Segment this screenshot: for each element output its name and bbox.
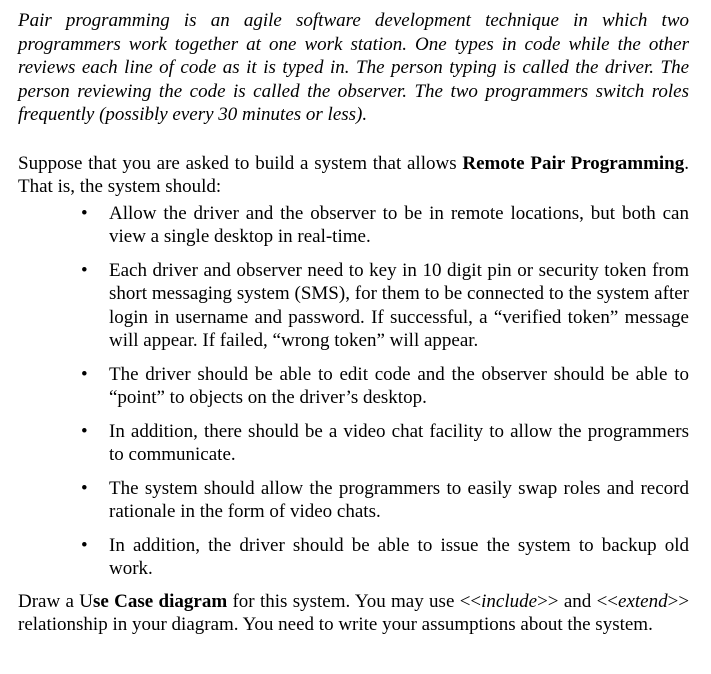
bullet-icon: • (81, 477, 88, 499)
list-item (81, 202, 689, 249)
closing-bold: se Case diagram (93, 590, 228, 612)
requirement-text: In addition, there should be a video chat facility to allow the programmers to communicate. (109, 420, 689, 465)
closing-part-4: >> relationship in your diagram. You need to write your assumptions about the system. (18, 590, 690, 635)
requirement-text: The system should allow the programmers to easily swap roles and record rationale in the form of video chats. (109, 477, 689, 522)
intro-paragraph: Pair programming is an agile software development technique in which two programmers work together at one work station. One types in code while the other reviews each line of code as it is typed in. The person typing is called the driver. The person reviewing the code is called the observer. The two programmers switch roles frequently (possibly every 30 minutes or less). (18, 10, 689, 125)
requirement-text: The driver should be able to edit code and the observer should be able to “point” to objects on the driver’s desktop. (109, 363, 689, 408)
bullet-icon: • (81, 363, 88, 385)
task-highlight: Remote Pair Programming (462, 152, 685, 174)
requirement-text: Allow the driver and the observer to be in remote locations, but both can view a single desktop in real-time. (109, 202, 689, 247)
bullet-icon: • (81, 259, 88, 281)
list-item (81, 477, 689, 524)
requirements-list (18, 202, 689, 581)
task-tail: . That is, the system should: (18, 152, 689, 197)
list-item (81, 534, 689, 581)
task-paragraph (18, 152, 689, 199)
closing-part-1: Draw a U (18, 590, 94, 612)
closing-paragraph (18, 590, 689, 637)
closing-part-2: for this system. You may use << (227, 590, 482, 612)
extend-keyword: extend (618, 590, 668, 612)
document-body (18, 9, 689, 637)
list-item (81, 363, 689, 410)
list-item (81, 420, 689, 467)
task-lead: Suppose that you are asked to build a system that allows (18, 152, 463, 174)
closing-part-3: >> and << (537, 590, 619, 612)
bullet-icon: • (81, 534, 88, 556)
include-keyword: include (481, 590, 538, 612)
bullet-icon: • (81, 420, 88, 442)
list-item (81, 259, 689, 353)
bullet-icon: • (81, 202, 88, 224)
requirement-text: Each driver and observer need to key in 10 digit pin or security token from short messaging system (SMS), for them to be connected to the system after login in username and password. If successful, a “verified token” message will appear. If failed, “wrong token” will appear. (109, 259, 689, 351)
requirement-text: In addition, the driver should be able to issue the system to backup old work. (109, 534, 689, 579)
